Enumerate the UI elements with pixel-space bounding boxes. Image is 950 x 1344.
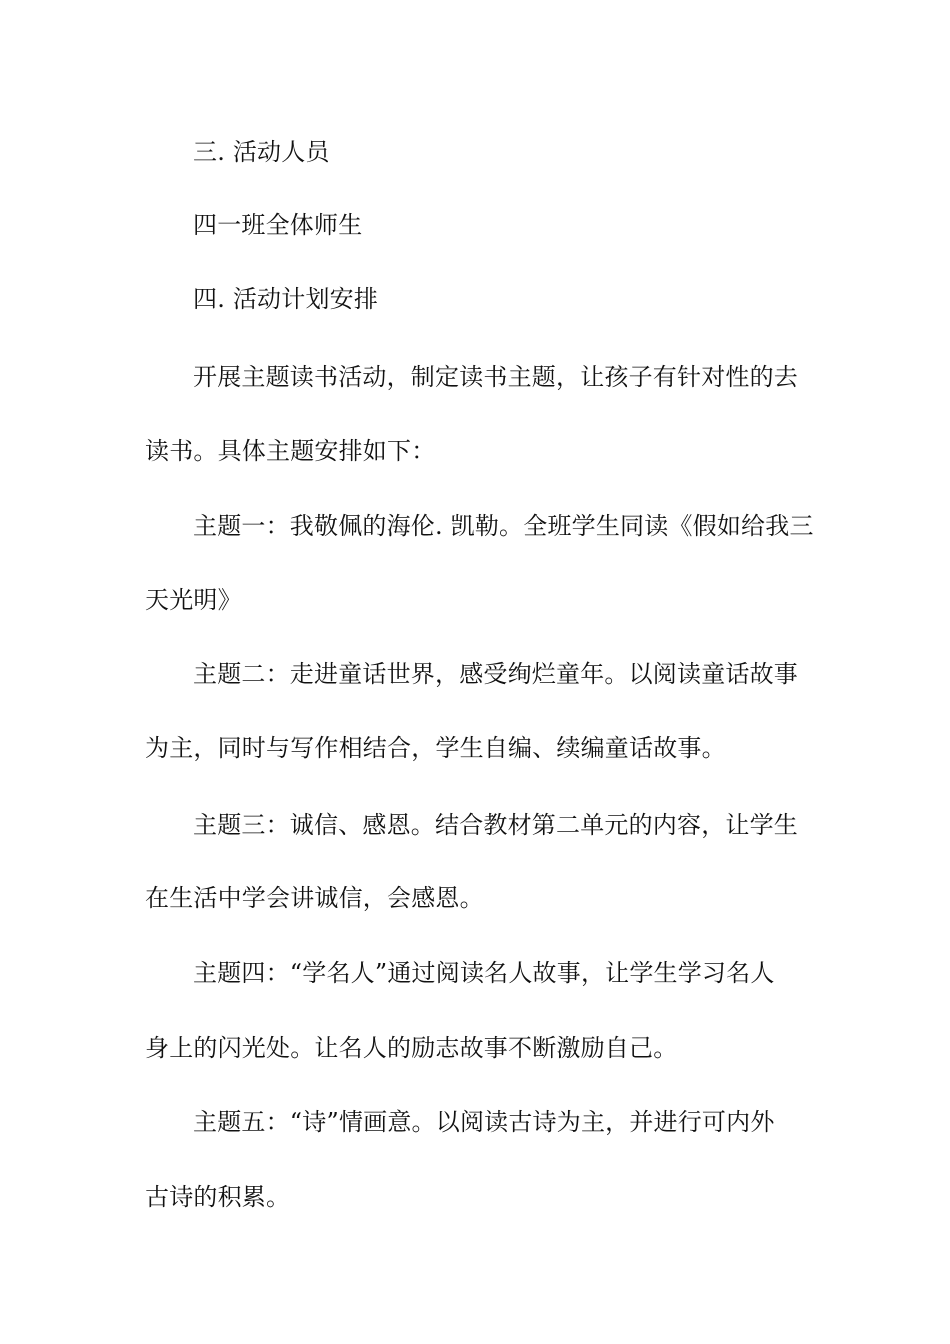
section-heading-plan: 四. 活动计划安排 [193,285,379,313]
paragraph-line: 开展主题读书活动，制定读书主题，让孩子有针对性的去 [193,363,798,391]
theme-one-line: 天光明》 [145,586,242,614]
theme-five-line: 古诗的积累。 [145,1183,291,1211]
theme-one-line: 主题一：我敬佩的海伦. 凯勒。全班学生同读《假如给我三 [193,512,814,540]
theme-two-line: 主题二：走进童话世界，感受绚烂童年。以阅读童话故事 [193,660,798,688]
theme-two-line: 为主，同时与写作相结合，学生自编、续编童话故事。 [145,734,726,762]
participants-text: 四一班全体师生 [193,211,363,239]
theme-five-line: 主题五：“诗”情画意。以阅读古诗为主，并进行可内外 [193,1108,775,1136]
theme-four-line: 身上的闪光处。让名人的励志故事不断激励自己。 [145,1034,678,1062]
paragraph-line: 读书。具体主题安排如下： [145,437,436,465]
theme-four-line: 主题四：“学名人”通过阅读名人故事，让学生学习名人 [193,959,775,987]
theme-three-line: 在生活中学会讲诚信，会感恩。 [145,884,484,912]
section-heading-participants: 三. 活动人员 [193,138,330,166]
theme-three-line: 主题三：诚信、感恩。结合教材第二单元的内容，让学生 [193,811,798,839]
